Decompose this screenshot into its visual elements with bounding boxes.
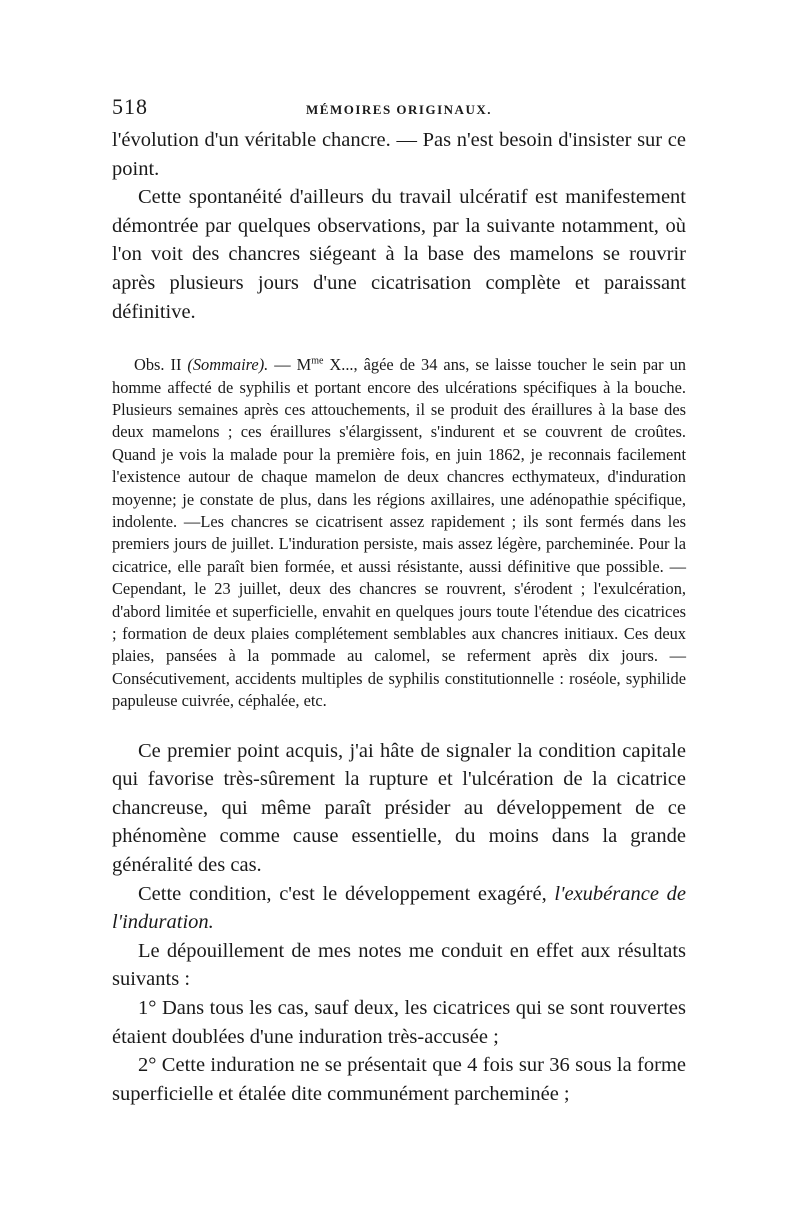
running-title: MÉMOIRES ORIGINAUX. <box>306 102 492 117</box>
observation-title-abbr: M <box>296 355 312 375</box>
paragraph-results-intro: Le dépouillement de mes notes me conduit en effet aux résultats suivants : <box>112 939 686 991</box>
observation-text: X..., âgée de 34 ans, se laisse toucher le sein par un homme affecté de syphilis et portant encore des ulcérations spécifiques à la bouche. Plusieurs semaines après ces attouchements, il se produit des éraillures à la base des deux mamelons ; ces éraillures s'élargissent, s'indurent et se couvrent de croûtes. Quand je vois la malade pour la première fois, en juin 1862, je reconnais facilement l'existence autour de chaque mamelon de deux chancres ecthymateux, d'induration moyenne; je constate de plus, dans les régions axillaires, une adénopathie spécifique, indolente. —Les chancres se cicatrisent assez rapidement ; ils sont fermés dans les premiers jours de juillet. L'induration persiste, mais assez légère, parcheminée. Pour la cicatrice, elle paraît bien formée, et aussi résistante, aussi définitive que possible. — Cependant, le 23 juillet, deux des chancres se rouvrent, s'érodent ; l'exulcération, d'abord limitée et superficielle, envahit en quelques jours toute l'étendue des cicatrices ; formation de deux plaies complétement semblables aux chancres initiaux. Ces deux plaies, pansées à la pommade au calomel, se referment après dix jours. — Consécutivement, accidents multiples de syphilis constitutionnelle : roséole, syphilide papuleuse cuivrée, céphalée, etc. <box>112 355 686 711</box>
observation-block <box>112 354 686 713</box>
observation-label: Obs. II <box>134 355 182 375</box>
paragraph-first-point: Ce premier point acquis, j'ai hâte de signaler la condition capitale qui favorise très-sûrement la rupture et l'ulcération de la cicatrice chancreuse, qui même paraît présider au développement de ce phénomène comme cause essentielle, du moins dans la grande généralité des cas. <box>112 739 686 877</box>
paragraph-condition <box>112 880 686 937</box>
paragraph-continuation: l'évolution d'un véritable chancre. — Pas n'est besoin d'insister sur ce point. <box>112 129 686 180</box>
observation-dash: — <box>268 355 297 375</box>
paragraph-condition-text: Cette condition, c'est le développement exagéré, <box>138 882 555 905</box>
observation-summary-label: (Sommaire). <box>187 355 269 375</box>
observation-title-sup: me <box>311 355 324 367</box>
paragraph-spontaneity: Cette spontanéité d'ailleurs du travail ulcératif est manifestement démontrée par quelques observations, par la suivante notamment, où l'on voit des chancres siégeant à la base des mamelons se rouvrir après plusieurs jours d'une cicatrisation complète et paraissant définitive. <box>112 186 686 323</box>
document-page <box>112 94 686 1108</box>
page-header <box>112 94 686 124</box>
list-item-2: 2° Cette induration ne se présentait que 4 fois sur 36 sous la forme superficielle et étalée dite communément parcheminée ; <box>112 1054 686 1105</box>
page-number: 518 <box>112 94 148 119</box>
list-item-1: 1° Dans tous les cas, sauf deux, les cicatrices qui se sont rouvertes étaient doublées d'une induration très-accusée ; <box>112 997 686 1048</box>
paragraph-condition-italic: l'exubérance de l'induration. <box>112 882 686 934</box>
